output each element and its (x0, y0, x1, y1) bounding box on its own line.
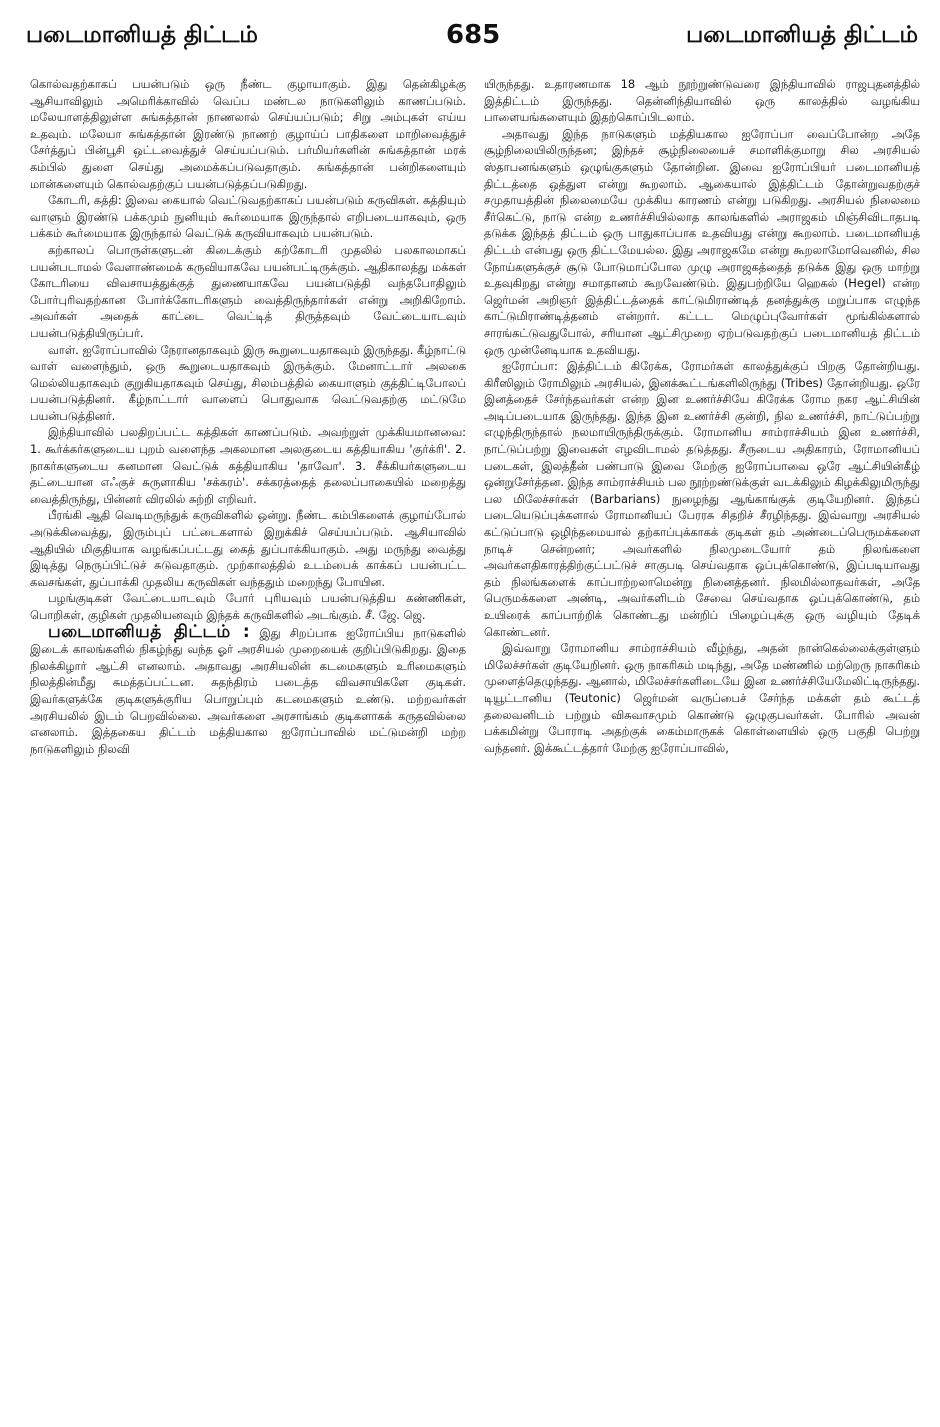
left-column (30, 76, 466, 1406)
paragraph: யிருந்தது. உதாரணமாக 18 ஆம் நூற்றுண்டுவரை இந்தியாவில் ராஜபுதனத்தில் இத்திட்டம் இருந்தது. தென்னிந்தியாவில் ஒரு காலத்தில் வழங்கிய பாளையங்களையும் இதற்கொப்பிடலாம். (484, 77, 920, 125)
paragraph: பழங்குடிகள் வேட்டையாடவும் போர் புரியவும் பயன்படுத்திய கண்ணிகள், பொறிகள், குழிகள் முதலியனவும் இந்தக் கருவிகளில் அடங்கும். சீ. ஜே. ஜெ. (30, 591, 466, 622)
section-title: படைமானியத் திட்டம் : (48, 621, 251, 642)
paragraph: வாள். ஐரோப்பாவில் நேரானதாகவும் இரு கூறுடையதாகவும் இருந்தது. கீழ்நாட்டு வாள் வளைந்தும், ஒரு கூறுடையதாகவும் இருக்கும். மேனாட்டார் அலகை மெல்லியதாகவும் குறுகியதாகவும் செய்து, சிலம்பத்தில் கையாளும் குத்திட்டிபோலப் பயன்படுத்தினர். கீழ்நாட்டார் வாளைப் பொதுவாக வெட்டுவதற்கு மட்டுமே பயன்படுத்தினர். (30, 342, 466, 423)
section-paragraph (30, 621, 466, 758)
column-divider (472, 80, 473, 1400)
paragraph: கொல்வதற்காகப் பயன்படும் ஒரு நீண்ட குழாயாகும். இது தென்கிழக்கு ஆசியாவிலும் அமெரிக்காவில் வெப்ப மண்டல நாடுகளிலும் காணப்படும். மலேயாளத்திலுள்ள சுங்கத்தான் நாணலால் செய்யப்படும்; சிறு அம்புகள் எய்ய உதவும். மலேயா சுங்கத்தான் இரண்டு நாணற் குழாய்ப் பாதிகளை மாறிவைத்துச் சேர்த்துப் பின்பூசி ஒட்டவைத்துச் செய்யப்படும். பர்மியர்களின் சுங்கத்தான் மரக் கம்பில் துளை செய்து அமைக்கப்படுவதாகும். சுங்கத்தான் பன்றிகளையும் மான்களையும் கொல்வதற்குப் பயன்படுத்தப்படுகிறது. (30, 77, 466, 191)
running-head-left: படைமானியத் திட்டம் (26, 22, 258, 48)
page-number: 685 (446, 20, 501, 50)
page-header (26, 22, 918, 68)
running-head-right: படைமானியத் திட்டம் (686, 22, 918, 48)
paragraph: அதாவது இந்த நாடுகளும் மத்தியகால ஐரோப்பா வைப்போன்ற அதே சூழ்நிலையிலிருந்தன; இந்தச் சூழ்நிலையைச் சமாளிக்குமாறு சில அரசியல் ஸ்தாபனங்களும் ஒழுங்குகளும் தோன்றின. இவை ஐரோப்பியர் படைமானியத் திட்டத்தை ஒத்துள என்று கூறலாம். ஆகையால் இத்திட்டம் தோன்றுவதற்குச் சமுதாயத்தின் நிலைமையே முக்கிய காரணம் என்று படுகிறது. அரசியல் நிலைமை சீர்கெட்டு, நாடு என்ற உணர்ச்சியில்லாத காலங்களில் அராஜகம் மிஞ்சிவிடாதபடி தடுக்க இந்தத் திட்டம் ஒரு பாதுகாப்பாக உதவியது என்று கூறலாம். படைமானியத் திட்டம் என்பது ஒரு திட்டமேயல்ல. இது அராஜகமே என்று கூறலாமோவெனில், சில நோய்களுக்குச் சூடு போடுமாப்போல முழு அராஜகத்தைத் தடுக்க இது ஒரு மாற்று உதவுகிறது என்று சமாதானம் கூறவேண்டும். இதுபற்றியே ஹெகல் (Hegel) என்ற ஜெர்மன் அறிஞர் இத்திட்டத்தைக் காட்டுமிராண்டித் தனத்துக்கு மறுப்பாக எழுந்த காட்டுமிராண்டித்தனம் என்றார். கட்டட மெழுப்புவோர்கள் மூங்கில்களால் சாரங்கட்டுவதுபோல், சரியான ஆட்சிமுறை ஏற்படுவதற்குப் படைமானியத் திட்டம் ஒரு முன்னேடியாக உதவியது. (484, 126, 920, 357)
paragraph: பீரங்கி ஆதி வெடிமருந்துக் கருவிகளில் ஒன்று. நீண்ட கம்பிகளைக் குழாய்போல் அடுக்கிவைத்து, இரும்புப் பட்டைகளால் இறுக்கிச் செய்யப்படும். ஆசியாவில் ஆதியில் மிகுதியாக வழங்கப்பட்டது கைத் துப்பாக்கியாகும். அது மருந்து வைத்து இடித்து நெருப்பிட்டுச் சுடுவதாகும். முற்காலத்தில் உடம்பைக் காக்கப் பயன்பட்ட கவசங்கள், துப்பாக்கி முதலிய கருவிகள் வந்ததும் மறைந்து போயின. (30, 508, 466, 589)
right-column (484, 76, 920, 1406)
section-text: இது சிறப்பாக ஐரோப்பிய நாடுகளில் இடைக் காலங்களில் நிகழ்ந்து வந்த ஓர் அரசியல் முறையைக் குறிப்பிடுகிறது. இதை நிலக்கிழார் ஆட்சி எனலாம். அதாவது அரசியலின் கடமைகளும் உரிமைகளும் நிலத்தின்மீது சுமத்தப்பட்டன. சுதந்திரம் படைத்த விவசாயிகளே குடிகள். இவர்களுக்கே குடிகளுக்குரிய பொறுப்பும் கடமைகளும் உண்டு. மற்றவர்கள் அரசியலில் இடம் பெறவில்லை. அவர்களை அரசாங்கம் குடிகளாகக் கருதவில்லை எனலாம். இத்தகைய திட்டம் மத்தியகால ஐரோப்பாவில் மட்டுமன்றி மற்ற நாடுகளிலும் நிலவி (30, 625, 466, 756)
paragraph: இவ்வாறு ரோமானிய சாம்ராச்சியம் வீழ்ந்து, அதன் நான்கெல்லைக்குள்ளும் மிலேச்சர்கள் குடியேறினர். ஒரு நாகரிகம் மடிந்து, அதே மண்ணில் மற்றெரு நாகரிகம் முளைத்தெழுந்தது. ஆனால், மிலேச்சர்களிடையே இன உணர்ச்சியேமேலிட்டிருந்தது. டியூட்டானிய (Teutonic) ஜெர்மன் வருப்பைச் சேர்ந்த மக்கள் தம் கூட்டத் தலைவனிடம் பற்றும் விசுவாசமும் கொண்டு ஒழுகுபவர்கள். போரில் அவன் பக்கமின்று போராடி அதற்குக் கைம்மாருகக் கொள்ளையில் ஒரு பகுதி பெற்று வந்தனர். இக்கூட்டத்தார் மேற்கு ஐரோப்பாவில், (484, 641, 920, 755)
paragraph: ஐரோப்பா: இத்திட்டம் கிரேக்க, ரோமர்கள் காலத்துக்குப் பிறகு தோன்றியது. கிரீஸிலும் ரோமிலும் அரசியல், இனக்கூட்டங்களிலிருந்து (Tribes) தோன்றியது. ஒரே இனத்தைச் சேர்ந்தவர்கள் என்ற இன உணர்ச்சியே கிரேக்க ரோம நகர ஆட்சியின் அடிப்படையாக இருந்தது. இந்த இன உணர்ச்சி குன்றி, நில உணர்ச்சி, நாட்டுப்பற்று எழுந்திருந்தால் நலமாயிருந்திருக்கும். ரோமானிய சாம்ராச்சியம் இன உணர்ச்சி, நாட்டுப்பற்று இவைகள் எழவிடாமல் தடுத்தது. சீருடைய அதிகாரம், ரோமானியப் படைகள், இலத்தீன் பண்பாடு இவை மேற்கு ஐரோப்பாவை ஒரே ஆட்சியின்கீழ் ஒன்றுசேர்த்தன. இந்த சாம்ராச்சியம் பல நூற்றண்டுக்குள் வடக்கிலும் கிழக்கிலுமிருந்து பல மிலேச்சர்கள் (Barbarians) நுழைந்து ஆங்காங்குக் குடியேறினர். இந்தப் படையெடுப்புக்களால் ரோமானியப் பேரரசு சிதறிச் சீரழிந்தது. இவ்வாறு அரசியல் கட்டுப்பாடு ஒழிந்தமையால் தற்காப்புக்காகக் குடிகள் தம் அண்டைப்பெருமக்களை நாடிச் சென்றனர்; அவர்களில் நிலமுடையோர் தம் நிலங்களை அவர்களதிகாரத்திற்குட்பட்டுச் சாகுபடி செய்வதாக ஒப்புக்கொண்டு, இப்படியாவது தம் நிலங்களைக் காப்பாற்றலாமென்று நினைத்தனர். நிலமில்லாதவர்கள், அதே பெருமக்களை அண்டி, அவர்களிடம் சேவை செய்வதாக ஒப்புக்கொண்டு, தம் உயிரைக் காப்பாற்றிக் கொண்டது மன்றிப் பிழைப்புக்கு ஒரு வழியும் தேடிக் கொண்டனர். (484, 359, 920, 639)
paragraph: இந்தியாவில் பலதிறப்பட்ட கத்திகள் காணப்படும். அவற்றுள் முக்கியமானவை: 1. கூர்க்கர்களுடைய புறம் வளைந்த அகலமான அலகுடைய கத்தியாகிய 'குர்க்ரி'. 2. நாகர்களுடைய கனமான வெட்டுக் கத்தியாகிய 'தாவோ'. 3. சீக்கியர்களுடைய தட்டையான எஃகுச் சுருளாகிய 'சக்கரம்'. சக்கரத்தைத் தலைப்பாகையில் மறைத்து வைத்திருந்து, பின்னர் விரலில் சுற்றி எறிவர். (30, 425, 466, 506)
paragraph: கோடரி, கத்தி: இவை கையால் வெட்டுவதற்காகப் பயன்படும் கருவிகள். கத்தியும் வாளும் இரண்டு பக்கமும் நுனியும் கூர்மையாக இருந்தால் எறிபடையாகவும், ஒரு பக்கம் கூர்மையாக இருந்தால் வெட்டுக் கருவியாகவும் பயன்படும். (30, 193, 466, 241)
paragraph: கற்காலப் பொருள்களுடன் கிடைக்கும் கற்கோடரி முதலில் பலகாலமாகப் பயன்படாமல் வேளாண்மைக் கருவியாகவே பயன்பட்டிருக்கும். ஆதிகாலத்து மக்கள் கோடரியை விவசாயத்துக்குத் துணையாகவே பயன்படுத்தி வந்தபோதிலும் போர்புரிவதற்கான போர்க்கோடரிகளும் வைத்திருந்தார்கள் என்று அறிகிறோம். அவர்கள் அதைக் காட்டை வெட்டித் திருத்தவும் வேட்டையாடவும் பயன்படுத்தியிருப்பர். (30, 242, 466, 340)
